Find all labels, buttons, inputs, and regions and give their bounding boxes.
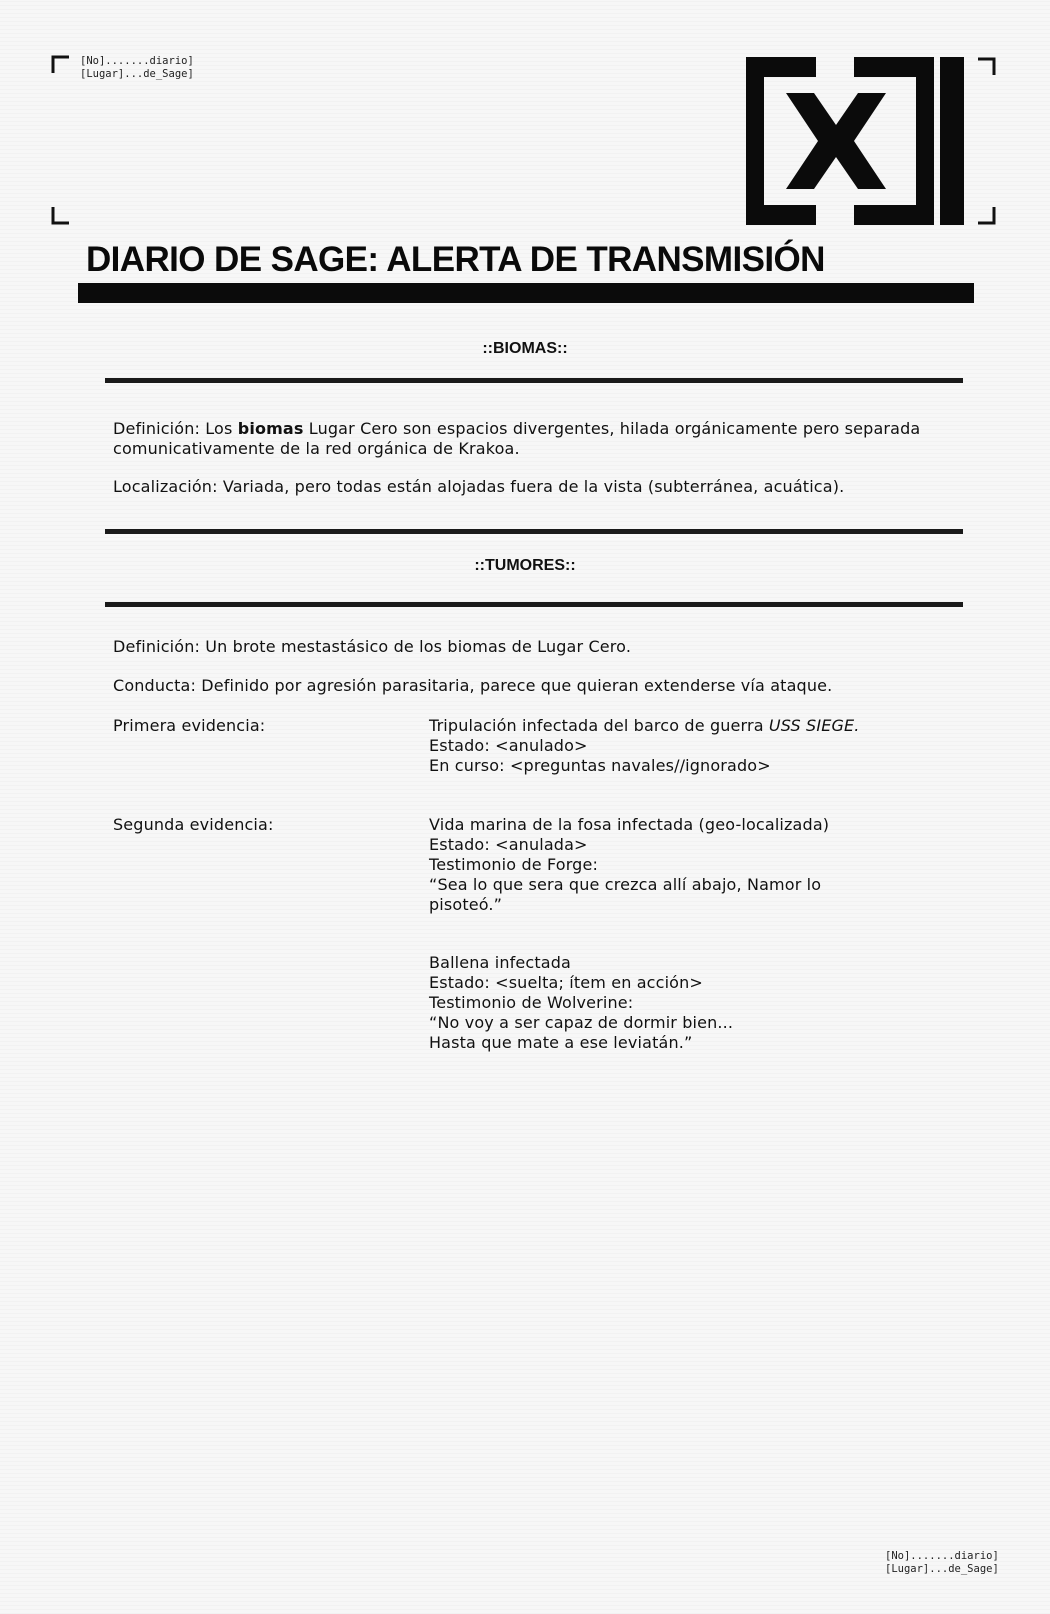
second-evidence-label: Segunda evidencia: [113,815,274,834]
first-evidence-line1-prefix: Tripulación infectada del barco de guerra [429,716,769,735]
section-heading-tumores: ::TUMORES:: [474,557,576,574]
biomas-definition-prefix: Definición: Los [113,419,238,438]
first-evidence-status: Estado: <anulado> [429,736,588,755]
third-evidence-status: Estado: <suelta; ítem en acción> [429,973,703,992]
second-evidence-details [429,815,949,915]
tumores-conduct: Conducta: Definido por agresión parasitaria, parece que quieran extenderse vía ataque. [113,676,833,695]
ship-name: USS SIEGE. [768,716,860,735]
first-evidence-label: Primera evidencia: [113,716,266,735]
second-evidence-quote-line1: “Sea lo que sera que crezca allí abajo, Namor lo [429,875,822,894]
second-evidence-testimony-label: Testimonio de Forge: [429,855,598,874]
corner-bracket-bottom-left [51,207,69,225]
second-evidence-quote-line2: pisoteó.” [429,895,503,914]
third-evidence-testimony-label: Testimonio de Wolverine: [429,993,634,1012]
header-ref-line2: [Lugar]...de_Sage] [80,68,194,80]
divider [105,529,963,534]
biomas-definition-bold: biomas [237,419,304,438]
second-evidence-status: Estado: <anulada> [429,835,588,854]
biomas-definition-rest: Lugar Cero son espacios divergentes, hilada orgánicamente pero separada comunicativamente de la red orgánica de Krakoa. [113,419,921,458]
header-ref-line1: [No].......diario] [80,55,194,67]
divider [105,602,963,607]
third-evidence-quote-line2: Hasta que mate a ese leviatán.” [429,1033,693,1052]
corner-bracket-bottom-right [978,207,996,225]
second-evidence-line1: Vida marina de la fosa infectada (geo-localizada) [429,815,830,834]
footer-reference [885,1550,999,1576]
section-heading-biomas: ::BIOMAS:: [482,340,568,357]
page-title: DIARIO DE SAGE: ALERTA DE TRANSMISIÓN [86,240,825,279]
x-logo-icon [746,57,964,225]
footer-ref-line2: [Lugar]...de_Sage] [885,1563,999,1575]
header-reference [80,55,194,81]
corner-bracket-top-right [978,57,996,75]
divider [105,378,963,383]
tumores-definition: Definición: Un brote mestastásico de los biomas de Lugar Cero. [113,637,632,656]
third-evidence-line1: Ballena infectada [429,953,571,972]
biomas-definition [113,419,973,459]
first-evidence-ongoing: En curso: <preguntas navales//ignorado> [429,756,771,775]
first-evidence-line1 [429,716,949,736]
third-evidence-quote-line1: “No voy a ser capaz de dormir bien... [429,1013,734,1032]
third-evidence-details [429,953,949,1053]
biomas-location: Localización: Variada, pero todas están alojadas fuera de la vista (subterránea, acuática). [113,477,845,496]
title-underline-bar [78,283,974,303]
corner-bracket-top-left [51,55,69,73]
first-evidence-details [429,716,949,776]
footer-ref-line1: [No].......diario] [885,1550,999,1562]
